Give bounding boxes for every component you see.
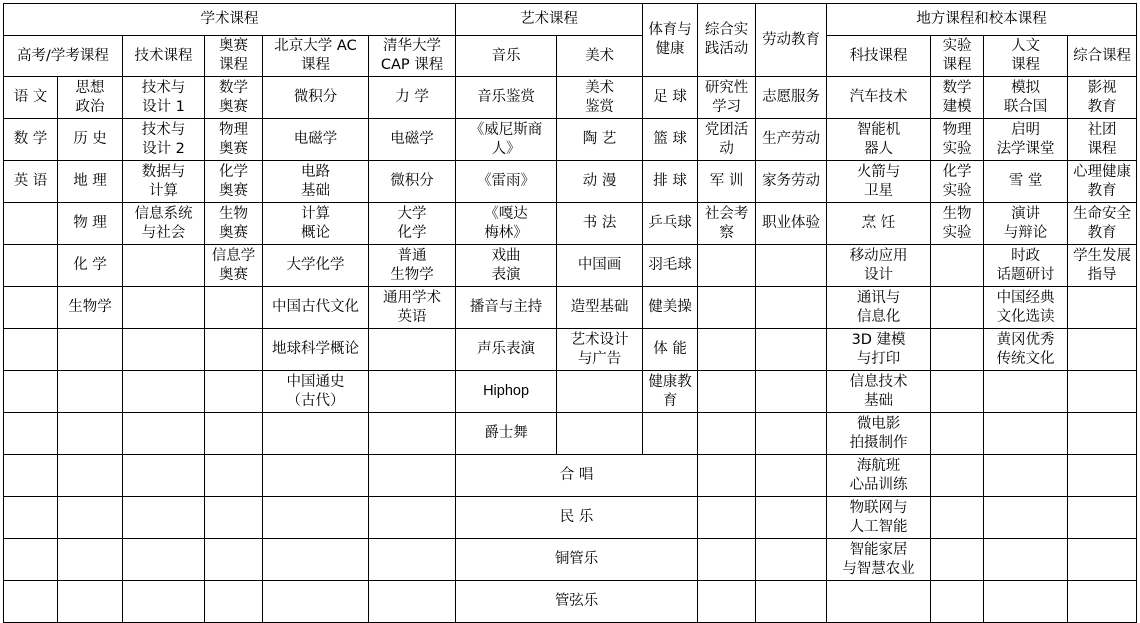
table-cell-empty bbox=[931, 539, 984, 581]
table-cell-empty bbox=[205, 581, 263, 623]
table-cell-lab bbox=[931, 245, 984, 287]
table-cell-empty bbox=[984, 455, 1068, 497]
group-practice: 综合实 践活动 bbox=[698, 4, 756, 77]
table-cell-lab bbox=[931, 329, 984, 371]
table-cell-pku bbox=[263, 413, 369, 455]
group-arts: 艺术课程 bbox=[456, 4, 643, 36]
table-cell-hum bbox=[984, 413, 1068, 455]
table-cell-empty bbox=[1068, 581, 1137, 623]
table-cell-sci: 智能机 器人 bbox=[827, 119, 931, 161]
table-row bbox=[4, 497, 1137, 539]
table-row bbox=[4, 287, 1137, 329]
table-cell-oly bbox=[205, 371, 263, 413]
table-cell-music: Hiphop bbox=[456, 371, 557, 413]
table-cell-pku: 大学化学 bbox=[263, 245, 369, 287]
table-cell-hum bbox=[984, 371, 1068, 413]
table-cell-pku: 微积分 bbox=[263, 77, 369, 119]
table-cell-labor: 生产劳动 bbox=[756, 119, 827, 161]
table-cell-arts-ensemble: 民 乐 bbox=[456, 497, 698, 539]
table-cell-empty bbox=[931, 581, 984, 623]
table-cell-pe: 健美操 bbox=[643, 287, 698, 329]
table-cell-music: 《雷雨》 bbox=[456, 161, 557, 203]
table-cell-pku: 电磁学 bbox=[263, 119, 369, 161]
table-cell-empty bbox=[984, 497, 1068, 539]
table-cell-oly: 化学 奥赛 bbox=[205, 161, 263, 203]
table-cell-thu: 微积分 bbox=[369, 161, 456, 203]
table-cell-empty bbox=[756, 581, 827, 623]
table-cell-pku: 中国通史 （古代） bbox=[263, 371, 369, 413]
table-cell-empty bbox=[263, 455, 369, 497]
table-cell-pe: 篮 球 bbox=[643, 119, 698, 161]
table-cell-empty bbox=[698, 455, 756, 497]
table-cell-sci bbox=[827, 581, 931, 623]
table-cell-empty bbox=[58, 455, 123, 497]
table-row bbox=[4, 119, 1137, 161]
table-row bbox=[4, 413, 1137, 455]
table-cell-thu: 电磁学 bbox=[369, 119, 456, 161]
table-cell-empty bbox=[58, 581, 123, 623]
table-row bbox=[4, 455, 1137, 497]
table-cell-lab bbox=[931, 371, 984, 413]
table-cell-empty bbox=[756, 539, 827, 581]
table-cell-sci: 烹 饪 bbox=[827, 203, 931, 245]
table-cell-music: 戏曲 表演 bbox=[456, 245, 557, 287]
table-cell-hum: 黄冈优秀 传统文化 bbox=[984, 329, 1068, 371]
table-cell-labor bbox=[756, 287, 827, 329]
table-cell-empty bbox=[4, 539, 58, 581]
table-cell-empty bbox=[263, 497, 369, 539]
table-cell-empty bbox=[369, 539, 456, 581]
table-cell-g2 bbox=[58, 371, 123, 413]
table-cell-prac bbox=[698, 245, 756, 287]
table-cell-comp: 社团 课程 bbox=[1068, 119, 1137, 161]
header-row-groups bbox=[4, 4, 1137, 36]
table-cell-comp bbox=[1068, 287, 1137, 329]
table-cell-empty bbox=[58, 539, 123, 581]
subheader-comprehensive: 综合课程 bbox=[1068, 36, 1137, 77]
table-cell-empty bbox=[698, 581, 756, 623]
table-cell-sci: 海航班 心品训练 bbox=[827, 455, 931, 497]
table-cell-lab bbox=[931, 413, 984, 455]
table-cell-g1 bbox=[4, 245, 58, 287]
subheader-pku: 北京大学 AC 课程 bbox=[263, 36, 369, 77]
table-cell-lab: 化学 实验 bbox=[931, 161, 984, 203]
table-cell-g1 bbox=[4, 413, 58, 455]
table-cell-pku: 地球科学概论 bbox=[263, 329, 369, 371]
table-cell-hum: 演讲 与辩论 bbox=[984, 203, 1068, 245]
table-cell-sci: 汽车技术 bbox=[827, 77, 931, 119]
table-cell-pku: 计算 概论 bbox=[263, 203, 369, 245]
table-cell-comp: 影视 教育 bbox=[1068, 77, 1137, 119]
table-cell-arts-ensemble: 管弦乐 bbox=[456, 581, 698, 623]
table-cell-sci: 信息技术 基础 bbox=[827, 371, 931, 413]
table-row bbox=[4, 539, 1137, 581]
table-cell-prac bbox=[698, 371, 756, 413]
table-cell-pe: 体 能 bbox=[643, 329, 698, 371]
table-cell-comp bbox=[1068, 329, 1137, 371]
subheader-scitech: 科技课程 bbox=[827, 36, 931, 77]
table-cell-empty bbox=[4, 497, 58, 539]
table-cell-sci: 移动应用 设计 bbox=[827, 245, 931, 287]
table-row bbox=[4, 161, 1137, 203]
subheader-thu: 清华大学 CAP 课程 bbox=[369, 36, 456, 77]
table-cell-sci: 智能家居 与智慧农业 bbox=[827, 539, 931, 581]
table-cell-art: 美术 鉴赏 bbox=[557, 77, 643, 119]
table-cell-hum: 雪 堂 bbox=[984, 161, 1068, 203]
table-cell-g2: 思想 政治 bbox=[58, 77, 123, 119]
table-cell-tech bbox=[123, 371, 205, 413]
table-cell-prac: 军 训 bbox=[698, 161, 756, 203]
table-cell-g2 bbox=[58, 329, 123, 371]
table-cell-pe: 羽毛球 bbox=[643, 245, 698, 287]
subheader-gaokao: 高考/学考课程 bbox=[4, 36, 123, 77]
table-cell-thu: 通用学术 英语 bbox=[369, 287, 456, 329]
table-cell-music: 爵士舞 bbox=[456, 413, 557, 455]
table-cell-oly: 数学 奥赛 bbox=[205, 77, 263, 119]
subheader-lab: 实验 课程 bbox=[931, 36, 984, 77]
subheader-tech: 技术课程 bbox=[123, 36, 205, 77]
table-cell-arts-ensemble: 铜管乐 bbox=[456, 539, 698, 581]
table-cell-prac: 社会考 察 bbox=[698, 203, 756, 245]
table-cell-labor: 志愿服务 bbox=[756, 77, 827, 119]
table-cell-art bbox=[557, 413, 643, 455]
table-cell-empty bbox=[123, 455, 205, 497]
table-cell-g1 bbox=[4, 203, 58, 245]
table-cell-pe: 健康教 育 bbox=[643, 371, 698, 413]
table-row bbox=[4, 371, 1137, 413]
table-cell-empty bbox=[698, 539, 756, 581]
table-cell-tech: 技术与 设计 2 bbox=[123, 119, 205, 161]
table-cell-arts-ensemble: 合 唱 bbox=[456, 455, 698, 497]
table-cell-comp bbox=[1068, 371, 1137, 413]
table-cell-empty bbox=[756, 455, 827, 497]
table-cell-labor bbox=[756, 329, 827, 371]
table-cell-g2 bbox=[58, 413, 123, 455]
table-cell-g1 bbox=[4, 287, 58, 329]
table-cell-empty bbox=[756, 497, 827, 539]
table-cell-lab: 物理 实验 bbox=[931, 119, 984, 161]
table-cell-comp: 心理健康 教育 bbox=[1068, 161, 1137, 203]
table-cell-empty bbox=[123, 581, 205, 623]
table-cell-empty bbox=[1068, 539, 1137, 581]
table-cell-empty bbox=[263, 539, 369, 581]
table-cell-g2: 地 理 bbox=[58, 161, 123, 203]
table-cell-hum: 时政 话题研讨 bbox=[984, 245, 1068, 287]
table-cell-art: 动 漫 bbox=[557, 161, 643, 203]
table-cell-labor bbox=[756, 245, 827, 287]
table-cell-oly: 信息学 奥赛 bbox=[205, 245, 263, 287]
table-cell-art: 书 法 bbox=[557, 203, 643, 245]
group-academic: 学术课程 bbox=[4, 4, 456, 36]
table-cell-oly bbox=[205, 287, 263, 329]
table-cell-thu: 力 学 bbox=[369, 77, 456, 119]
table-cell-empty bbox=[205, 539, 263, 581]
table-cell-prac bbox=[698, 413, 756, 455]
table-cell-tech: 技术与 设计 1 bbox=[123, 77, 205, 119]
table-cell-comp: 生命安全 教育 bbox=[1068, 203, 1137, 245]
table-cell-labor: 家务劳动 bbox=[756, 161, 827, 203]
table-cell-sci: 通讯与 信息化 bbox=[827, 287, 931, 329]
table-cell-tech bbox=[123, 329, 205, 371]
group-pe: 体育与 健康 bbox=[643, 4, 698, 77]
table-cell-thu bbox=[369, 329, 456, 371]
table-cell-sci: 微电影 拍摄制作 bbox=[827, 413, 931, 455]
table-cell-sci: 3D 建模 与打印 bbox=[827, 329, 931, 371]
table-cell-empty bbox=[123, 539, 205, 581]
table-cell-pe: 排 球 bbox=[643, 161, 698, 203]
table-cell-empty bbox=[369, 455, 456, 497]
header-row-subgroups bbox=[4, 36, 1137, 77]
table-cell-g1: 语 文 bbox=[4, 77, 58, 119]
table-cell-pe: 足 球 bbox=[643, 77, 698, 119]
table-cell-prac: 党团活 动 bbox=[698, 119, 756, 161]
table-cell-comp: 学生发展 指导 bbox=[1068, 245, 1137, 287]
table-cell-comp bbox=[1068, 413, 1137, 455]
table-cell-oly: 生物 奥赛 bbox=[205, 203, 263, 245]
table-cell-sci: 火箭与 卫星 bbox=[827, 161, 931, 203]
table-cell-empty bbox=[4, 455, 58, 497]
table-cell-art: 艺术设计 与广告 bbox=[557, 329, 643, 371]
table-cell-empty bbox=[1068, 455, 1137, 497]
subheader-art: 美术 bbox=[557, 36, 643, 77]
table-cell-tech bbox=[123, 287, 205, 329]
table-cell-pe bbox=[643, 413, 698, 455]
table-cell-g1 bbox=[4, 329, 58, 371]
table-cell-hum: 启明 法学课堂 bbox=[984, 119, 1068, 161]
table-cell-tech bbox=[123, 245, 205, 287]
table-cell-labor bbox=[756, 413, 827, 455]
table-cell-empty bbox=[123, 497, 205, 539]
table-cell-pku: 中国古代文化 bbox=[263, 287, 369, 329]
table-cell-g2: 历 史 bbox=[58, 119, 123, 161]
table-cell-empty bbox=[698, 497, 756, 539]
table-cell-empty bbox=[1068, 497, 1137, 539]
table-cell-empty bbox=[263, 581, 369, 623]
table-cell-oly bbox=[205, 329, 263, 371]
table-cell-empty bbox=[58, 497, 123, 539]
table-cell-pe: 乒乓球 bbox=[643, 203, 698, 245]
table-row bbox=[4, 581, 1137, 623]
table-cell-pku: 电路 基础 bbox=[263, 161, 369, 203]
table-cell-prac bbox=[698, 287, 756, 329]
table-cell-g1: 英 语 bbox=[4, 161, 58, 203]
table-cell-music: 声乐表演 bbox=[456, 329, 557, 371]
group-local: 地方课程和校本课程 bbox=[827, 4, 1137, 36]
group-labor: 劳动教育 bbox=[756, 4, 827, 77]
table-cell-music: 音乐鉴赏 bbox=[456, 77, 557, 119]
table-cell-g2: 生物学 bbox=[58, 287, 123, 329]
table-row bbox=[4, 329, 1137, 371]
table-cell-lab: 生物 实验 bbox=[931, 203, 984, 245]
table-cell-empty bbox=[369, 497, 456, 539]
table-cell-labor bbox=[756, 371, 827, 413]
table-cell-lab: 数学 建模 bbox=[931, 77, 984, 119]
table-row bbox=[4, 77, 1137, 119]
table-row bbox=[4, 245, 1137, 287]
table-cell-music: 《嘎达 梅林》 bbox=[456, 203, 557, 245]
table-cell-g1: 数 学 bbox=[4, 119, 58, 161]
table-cell-empty bbox=[931, 455, 984, 497]
table-cell-empty bbox=[205, 455, 263, 497]
table-cell-hum: 中国经典 文化选读 bbox=[984, 287, 1068, 329]
table-cell-empty bbox=[931, 497, 984, 539]
subheader-olympiad: 奥赛 课程 bbox=[205, 36, 263, 77]
table-cell-art: 造型基础 bbox=[557, 287, 643, 329]
table-cell-music: 播音与主持 bbox=[456, 287, 557, 329]
table-cell-g2: 化 学 bbox=[58, 245, 123, 287]
table-row bbox=[4, 203, 1137, 245]
table-cell-tech: 信息系统 与社会 bbox=[123, 203, 205, 245]
subheader-humanities: 人文 课程 bbox=[984, 36, 1068, 77]
table-cell-empty bbox=[984, 539, 1068, 581]
table-cell-hum: 模拟 联合国 bbox=[984, 77, 1068, 119]
table-cell-g1 bbox=[4, 371, 58, 413]
curriculum-table bbox=[3, 3, 1137, 623]
table-cell-music: 《威尼斯商 人》 bbox=[456, 119, 557, 161]
table-cell-empty bbox=[984, 581, 1068, 623]
table-cell-lab bbox=[931, 287, 984, 329]
table-cell-prac: 研究性 学习 bbox=[698, 77, 756, 119]
table-cell-labor: 职业体验 bbox=[756, 203, 827, 245]
table-cell-sci: 物联网与 人工智能 bbox=[827, 497, 931, 539]
table-cell-thu bbox=[369, 413, 456, 455]
table-cell-art: 中国画 bbox=[557, 245, 643, 287]
table-cell-thu: 普通 生物学 bbox=[369, 245, 456, 287]
table-cell-thu bbox=[369, 371, 456, 413]
table-cell-tech bbox=[123, 413, 205, 455]
table-cell-prac bbox=[698, 329, 756, 371]
table-cell-g2: 物 理 bbox=[58, 203, 123, 245]
subheader-music: 音乐 bbox=[456, 36, 557, 77]
table-cell-thu: 大学 化学 bbox=[369, 203, 456, 245]
table-cell-oly: 物理 奥赛 bbox=[205, 119, 263, 161]
table-cell-art: 陶 艺 bbox=[557, 119, 643, 161]
table-cell-empty bbox=[4, 581, 58, 623]
table-cell-empty bbox=[205, 497, 263, 539]
table-cell-oly bbox=[205, 413, 263, 455]
table-cell-art bbox=[557, 371, 643, 413]
table-cell-tech: 数据与 计算 bbox=[123, 161, 205, 203]
table-cell-empty bbox=[369, 581, 456, 623]
